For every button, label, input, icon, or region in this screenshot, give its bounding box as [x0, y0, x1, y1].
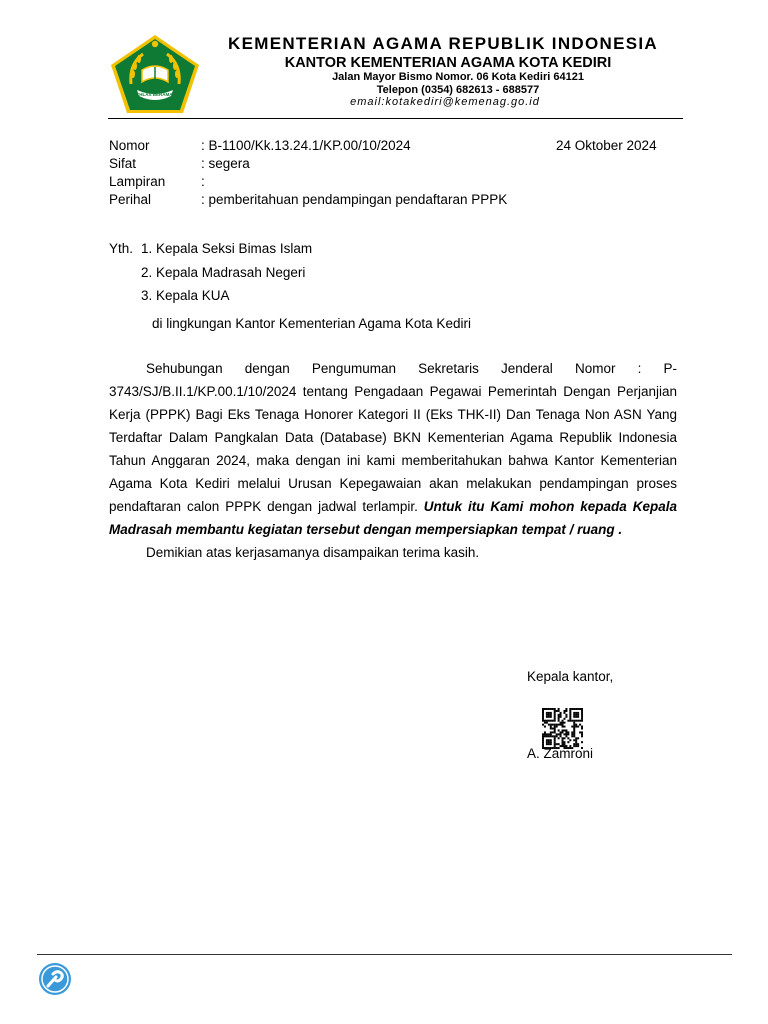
nomor-value: : B-1100/Kk.13.24.1/KP.00/10/2024 [201, 138, 411, 153]
office-address: Jalan Mayor Bismo Nomor. 06 Kota Kediri 64121 [332, 71, 584, 83]
recipient-salutation: Yth. [109, 241, 134, 256]
qr-code [542, 708, 583, 749]
office-email: email:kotakediri@kemenag.go.id [350, 96, 540, 108]
sifat-value: : segera [201, 156, 250, 171]
sifat-label: Sifat [109, 156, 137, 171]
office-name: KANTOR KEMENTERIAN AGAMA KOTA KEDIRI [284, 55, 612, 71]
body-emphasis: Untuk itu Kami mohon kepada Kepala Madrasah membantu kegiatan tersebut dengan mempersiapkan tempat / ruang . [109, 499, 677, 537]
letter-date: 24 Oktober 2024 [556, 138, 657, 153]
recipient-item: 3. Kepala KUA [141, 288, 230, 303]
lampiran-value: : [201, 174, 205, 189]
ministry-name: KEMENTERIAN AGAMA REPUBLIK INDONESIA [228, 34, 658, 53]
recipient-item: 1. Kepala Seksi Bimas Islam [141, 241, 313, 256]
body-paragraph [109, 357, 677, 541]
office-phone: Telepon (0354) 682613 - 688577 [376, 84, 540, 96]
footer-divider [37, 954, 732, 955]
perihal-value: : pemberitahuan pendampingan pendaftaran PPPK [201, 192, 508, 207]
perihal-label: Perihal [109, 192, 152, 207]
kemenag-logo [109, 34, 201, 114]
lampiran-label: Lampiran [109, 174, 166, 189]
nomor-label: Nomor [109, 138, 150, 153]
letter-body [109, 357, 677, 564]
scribd-logo-icon[interactable] [38, 962, 72, 996]
letterhead-divider [108, 118, 683, 119]
logo-motto: IKHLAS BERAMAL [134, 92, 176, 97]
closing-paragraph [109, 541, 677, 564]
recipient-location: di lingkungan Kantor Kementerian Agama Kota Kediri [152, 316, 471, 331]
signature-title: Kepala kantor, [527, 669, 614, 684]
closing-text: Demikian atas kerjasamanya disampaikan terima kasih. [146, 545, 480, 560]
body-paragraph-text: Sehubungan dengan Pengumuman Sekretaris Jenderal Nomor : P-3743/SJ/B.II.1/KP.00.1/10/2024 tentang Pengadaan Pegawai Pemerintah Dengan Perjanjian Kerja (PPPK) Bagi Eks Tenaga Honorer Kategori II (Eks THK-II) Dan Tenaga Non ASN Yang Terdaftar Dalam Pangkalan Data (Database) BKN Kementerian Agama Republik Indonesia Tahun Anggaran 2024, maka dengan ini kami memberitahukan bahwa Kantor Kementerian Agama Kota Kediri melalui Urusan Kepegawaian akan melakukan pendampingan proses pendaftaran calon PPPK dengan jadwal terlampir. [109, 361, 677, 514]
signature-name: A. Zamroni [527, 746, 594, 761]
recipient-item: 2. Kepala Madrasah Negeri [141, 265, 306, 280]
